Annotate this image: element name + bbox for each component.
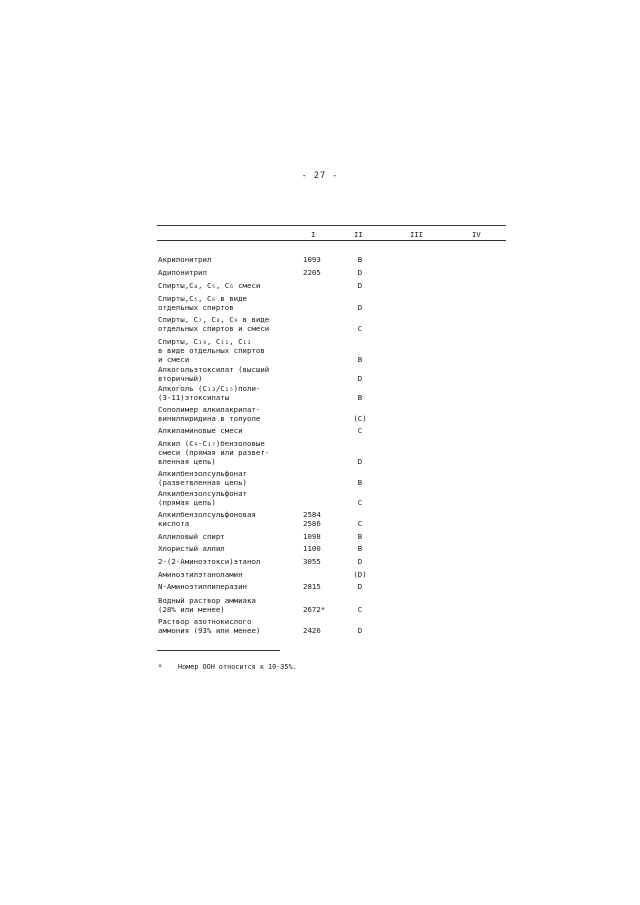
category: B bbox=[357, 532, 363, 541]
table-row bbox=[158, 255, 508, 264]
substance-name: Алкиламиновые смеси bbox=[158, 426, 243, 435]
category: D bbox=[357, 374, 363, 383]
un-number: 1093 bbox=[303, 255, 321, 264]
category: C bbox=[357, 605, 363, 614]
un-number: 2205 bbox=[303, 268, 321, 277]
table-row bbox=[158, 489, 508, 507]
category: B bbox=[357, 393, 363, 402]
table-row bbox=[158, 294, 508, 312]
table-row bbox=[158, 365, 508, 383]
table-row bbox=[158, 469, 508, 487]
table-row bbox=[158, 426, 508, 435]
table-row bbox=[158, 510, 508, 528]
page-number: - 27 - bbox=[301, 171, 339, 181]
column-header-2: II bbox=[354, 230, 363, 239]
un-number: 1100 bbox=[303, 544, 321, 553]
column-header-1: I bbox=[311, 230, 316, 239]
footnote bbox=[158, 663, 297, 672]
table-top-rule bbox=[157, 225, 506, 226]
category: B bbox=[357, 478, 363, 487]
substance-name: Водный раствор аммиака (28% или менее) bbox=[158, 596, 256, 614]
category: D bbox=[357, 281, 363, 290]
footnote-rule bbox=[157, 650, 280, 651]
category: D bbox=[357, 303, 363, 312]
substance-name: Алкогольэтоксилат (высший вторичный) bbox=[158, 365, 270, 383]
footnote-mark: * bbox=[158, 663, 163, 671]
table-row bbox=[158, 384, 508, 402]
category: D bbox=[357, 268, 363, 277]
category: D bbox=[357, 457, 363, 466]
substance-name: Алкил (C₉-C₁₇)бензоловые смеси (прямая или развет- вленная цепь) bbox=[158, 439, 270, 466]
category: B bbox=[357, 544, 363, 553]
footnote-text: Номер ООН относится к 10-35%. bbox=[178, 663, 297, 671]
table-row bbox=[158, 268, 508, 277]
substance-name: Адипонитрил bbox=[158, 268, 207, 277]
table-row bbox=[158, 405, 508, 423]
table-row bbox=[158, 557, 508, 566]
substance-name: Алкилбензолсульфонат (разветвленная цепь) bbox=[158, 469, 247, 487]
category: D bbox=[357, 626, 363, 635]
table-row bbox=[158, 617, 508, 635]
category: B bbox=[357, 255, 363, 264]
substance-name: N-Аминоэтилпиперазин bbox=[158, 582, 247, 591]
table-row bbox=[158, 570, 508, 579]
column-header-4: IV bbox=[472, 230, 481, 239]
table-header-rule bbox=[157, 240, 506, 241]
substance-name: Аллиловый спирт bbox=[158, 532, 225, 541]
table-row bbox=[158, 532, 508, 541]
substance-name: Алкилбензолсульфонат (прямая цепь) bbox=[158, 489, 247, 507]
un-number: 2815 bbox=[303, 582, 321, 591]
substance-name: Хлористый аллил bbox=[158, 544, 225, 553]
substance-name: Сополимер алкилакрилат- винилпиридина в толуоле bbox=[158, 405, 261, 423]
category: D bbox=[357, 582, 363, 591]
table-row bbox=[158, 544, 508, 553]
category: B bbox=[357, 355, 363, 364]
table-row bbox=[158, 315, 508, 333]
category: (D) bbox=[353, 570, 367, 579]
un-number: 1098 bbox=[303, 532, 321, 541]
substance-name: Алкилбензолсульфоновая кислота bbox=[158, 510, 256, 528]
substance-name: Аминоэтилэтаноламин bbox=[158, 570, 243, 579]
un-number: 2584 2586 bbox=[303, 510, 321, 528]
substance-name: Раствор азотнокислого аммония (93% или менее) bbox=[158, 617, 261, 635]
table-row bbox=[158, 582, 508, 591]
un-number: 2426 bbox=[303, 626, 321, 635]
category: C bbox=[357, 498, 363, 507]
column-header-3: III bbox=[410, 230, 423, 239]
category: (C) bbox=[353, 414, 367, 423]
substance-name: Акрилонитрил bbox=[158, 255, 212, 264]
substance-name: Спирты, C₁₀, C₁₁, C₁₂ в виде отдельных спиртов и смеси bbox=[158, 337, 265, 364]
substance-name: 2-(2-Аминоэтокси)этанол bbox=[158, 557, 261, 566]
table-row bbox=[158, 439, 508, 466]
substance-name: Алкоголь (C₁₃/C₁₅)поли- (3-11)этоксилаты bbox=[158, 384, 261, 402]
table-row bbox=[158, 337, 508, 364]
table-row bbox=[158, 281, 508, 290]
category: C bbox=[357, 426, 363, 435]
category: C bbox=[357, 519, 363, 528]
substance-name: Спирты, C₇, C₈, C₉ в виде отдельных спиртов и смеси bbox=[158, 315, 270, 333]
category: D bbox=[357, 557, 363, 566]
un-number: 3055 bbox=[303, 557, 321, 566]
substance-name: Спирты,C₅, C₆ в виде отдельных спиртов bbox=[158, 294, 247, 312]
substance-name: Спирты,C₄, C₅, C₆ смеси bbox=[158, 281, 261, 290]
table-row bbox=[158, 596, 508, 614]
category: C bbox=[357, 324, 363, 333]
un-number: 2672* bbox=[303, 605, 326, 614]
